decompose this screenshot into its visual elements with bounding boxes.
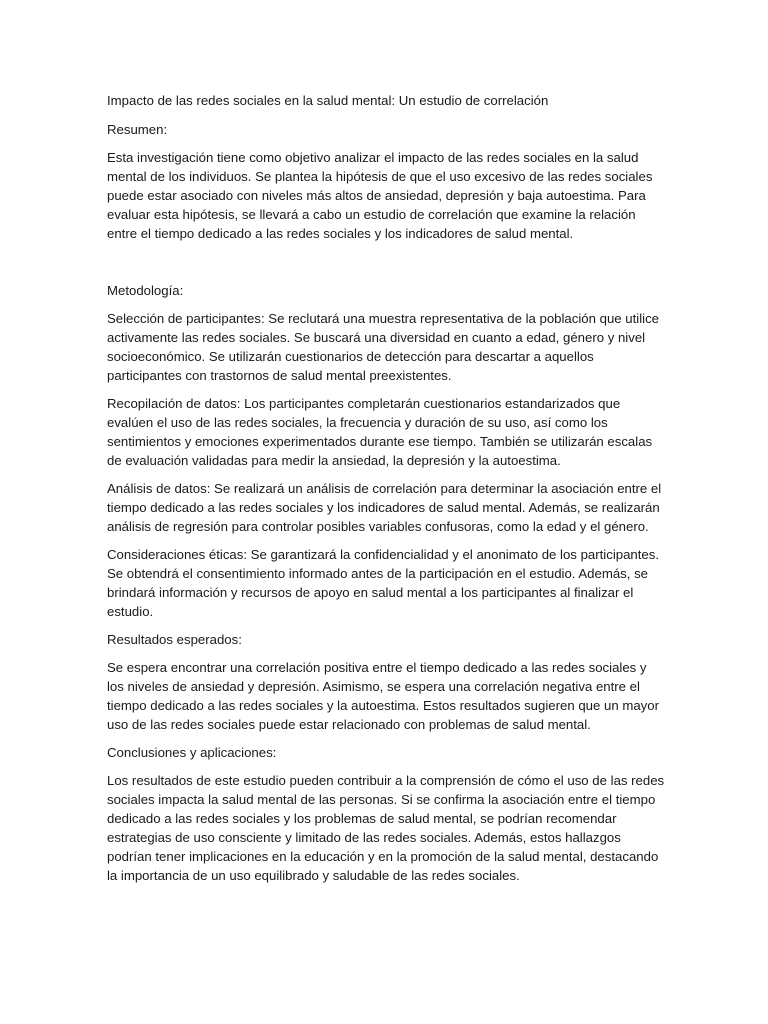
document-body — [107, 91, 667, 894]
paragraph-resultados: Se espera encontrar una correlación positiva entre el tiempo dedicado a las redes sociales y los niveles de ansiedad y depresión. Asimismo, se espera una correlación negativa entre el tiempo dedicado a las redes sociales y la autoestima. Estos resultados sugieren que un mayor uso de las redes sociales puede estar relacionado con problemas de salud mental. — [107, 660, 659, 732]
section-heading-conclusiones: Conclusiones y aplicaciones: — [107, 745, 277, 760]
paragraph-conclusiones: Los resultados de este estudio pueden contribuir a la comprensión de cómo el uso de las redes sociales impacta la salud mental de las personas. Si se confirma la asociación entre el tiempo dedicado a las redes sociales y los problemas de salud mental, se podrían recomendar estrategias de uso consciente y limitado de las redes sociales. Además, estos hallazgos podrían tener implicaciones en la educación y en la promoción de la salud mental, destacando la importancia de un uso equilibrado y saludable de las redes sociales. — [107, 773, 665, 883]
section-heading-metodologia: Metodología: — [107, 283, 184, 298]
paragraph-consideraciones-eticas: Consideraciones éticas: Se garantizará la confidencialidad y el anonimato de los participantes. Se obtendrá el consentimiento informado antes de la participación en el estudio. Además, se brindará información y recursos de apoyo en salud mental a los participantes al finalizar el estudio. — [107, 547, 660, 619]
section-heading-resultados: Resultados esperados: — [107, 632, 242, 647]
paragraph-seleccion-participantes: Selección de participantes: Se reclutará una muestra representativa de la población que utilice activamente las redes sociales. Se buscará una diversidad en cuanto a edad, género y nivel socioeconómico. Se utilizarán cuestionarios de detección para descartar a aquellos participantes con trastornos de salud mental preexistentes. — [107, 311, 660, 383]
paragraph-analisis-datos: Análisis de datos: Se realizará un análisis de correlación para determinar la asociación entre el tiempo dedicado a las redes sociales y los indicadores de salud mental. Además, se realizarán análisis de regresión para controlar posibles variables confusoras, como la edad y el género. — [107, 481, 662, 534]
paragraph-resumen: Esta investigación tiene como objetivo analizar el impacto de las redes sociales en la salud mental de los individuos. Se plantea la hipótesis de que el uso excesivo de las redes sociales puede estar asociado con niveles más altos de ansiedad, depresión y baja autoestima. Para evaluar esta hipótesis, se llevará a cabo un estudio de correlación que examine la relación entre el tiempo dedicado a las redes sociales y los indicadores de salud mental. — [107, 150, 653, 241]
section-heading-resumen: Resumen: — [107, 122, 168, 137]
paragraph-recopilacion-datos: Recopilación de datos: Los participantes completarán cuestionarios estandarizados que evalúen el uso de las redes sociales, la frecuencia y duración de su uso, así como los sentimientos y emociones experimentados durante ese tiempo. También se utilizarán escalas de evaluación validadas para medir la ansiedad, la depresión y la autoestima. — [107, 396, 653, 468]
document-title: Impacto de las redes sociales en la salud mental: Un estudio de correlación — [107, 93, 549, 108]
